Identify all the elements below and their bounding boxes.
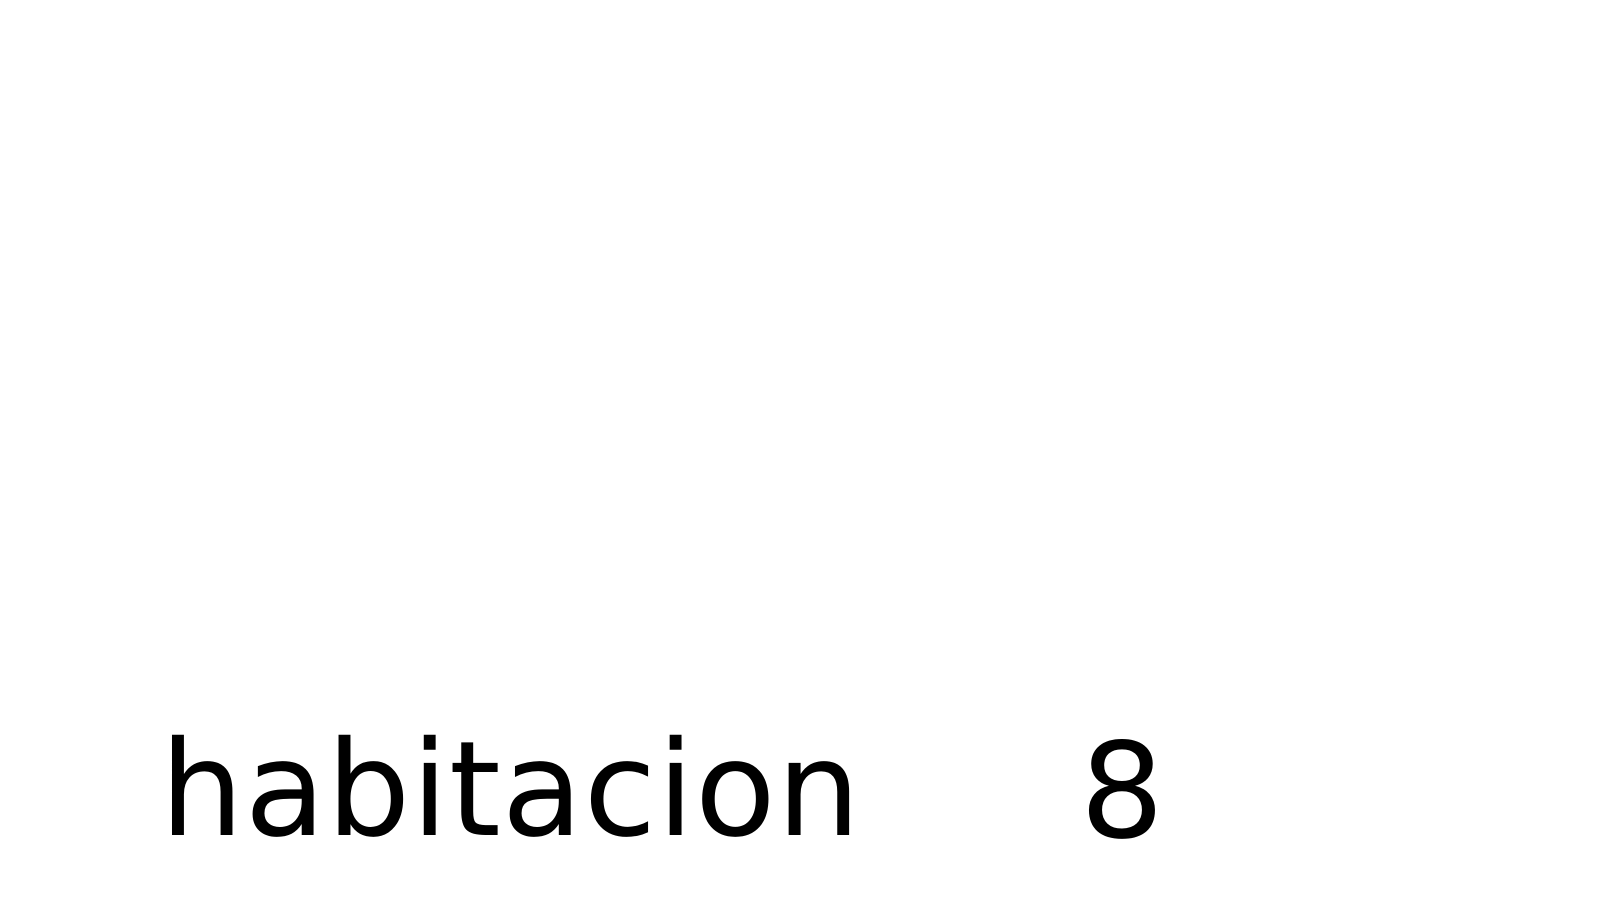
word-label: habitacion [160, 713, 862, 867]
number-label: 8 [1080, 715, 1164, 869]
